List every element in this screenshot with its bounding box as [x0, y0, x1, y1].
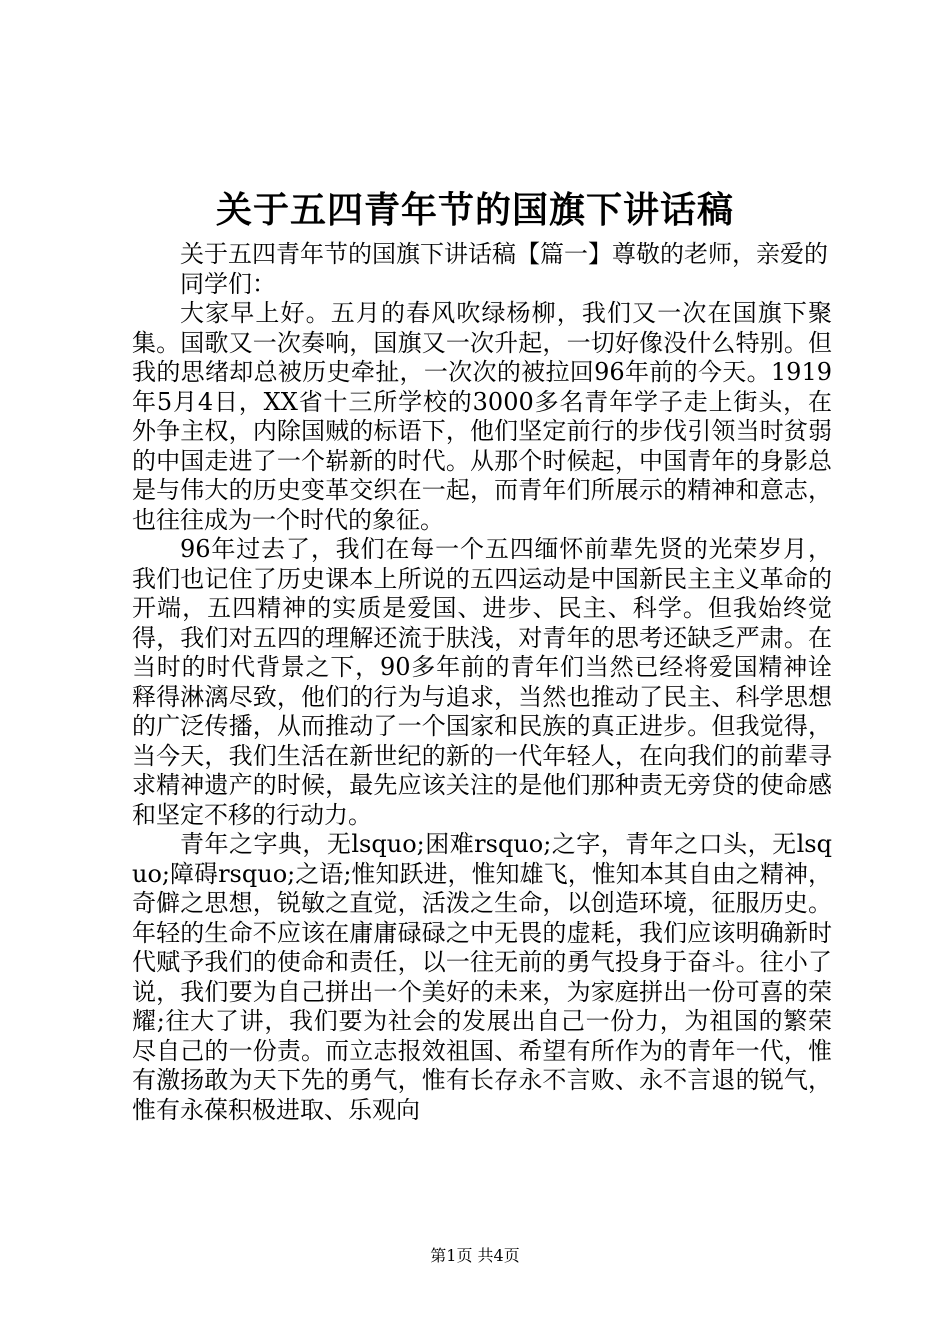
paragraph-body: 青年之字典，无lsquo;困难rsquo;之字，青年之口头，无lsquo;障碍rsquo;之语;惟知跃进，惟知雄飞，惟知本其自由之精神，奇僻之思想，锐敏之直觉，活泼之生命，以创造环境，征服历史。年轻的生命不应该在庸庸碌碌之中无畏的虚耗，我们应该明确新时代赋予我们的使命和责任，以一往无前的勇气投身于奋斗。往小了说，我们要为自己拼出一个美好的未来，为家庭拼出一份可喜的荣耀;往大了讲，我们要为社会的发展出自己一份力，为祖国的繁荣尽自己的一份责。而立志报效祖国、希望有所作为的青年一代，惟有激扬敢为天下先的勇气，惟有长存永不言败、永不言退的锐气，惟有永葆积极进取、乐观向	[132, 830, 832, 1124]
paragraph-body: 大家早上好。五月的春风吹绿杨柳，我们又一次在国旗下聚集。国歌又一次奏响，国旗又一次升起，一切好像没什么特别。但我的思绪却总被历史牵扯，一次次的被拉回96年前的今天。1919年5月4日，XX省十三所学校的3000多名青年学子走上街头，在外争主权，内除国贼的标语下，他们坚定前行的步伐引领当时贫弱的中国走进了一个崭新的时代。从那个时候起，中国青年的身影总是与伟大的历史变革交织在一起，而青年们所展示的精神和意志，也往往成为一个时代的象征。	[132, 299, 832, 534]
paragraph-salutation: 同学们：	[180, 269, 276, 298]
document-body	[132, 240, 832, 1125]
paragraph-greeting: 关于五四青年节的国旗下讲话稿【篇一】尊敬的老师，亲爱的	[180, 240, 828, 268]
paragraph-body: 96年过去了，我们在每一个五四缅怀前辈先贤的光荣岁月，我们也记住了历史课本上所说的五四运动是中国新民主主义革命的开端，五四精神的实质是爱国、进步、民主、科学。但我始终觉得，我们对五四的理解还流于肤浅，对青年的思考还缺乏严肃。在当时的时代背景之下，90多年前的青年们当然已经将爱国精神诠释得淋漓尽致，他们的行为与追求，当然也推动了民主、科学思想的广泛传播，从而推动了一个国家和民族的真正进步。但我觉得，当今天，我们生活在新世纪的新的一代年轻人，在向我们的前辈寻求精神遗产的时候，最先应该关注的是他们那种责无旁贷的使命感和坚定不移的行动力。	[132, 535, 832, 829]
page-footer: 第1页 共4页	[430, 1246, 520, 1265]
document-title: 关于五四青年节的国旗下讲话稿	[215, 189, 734, 231]
